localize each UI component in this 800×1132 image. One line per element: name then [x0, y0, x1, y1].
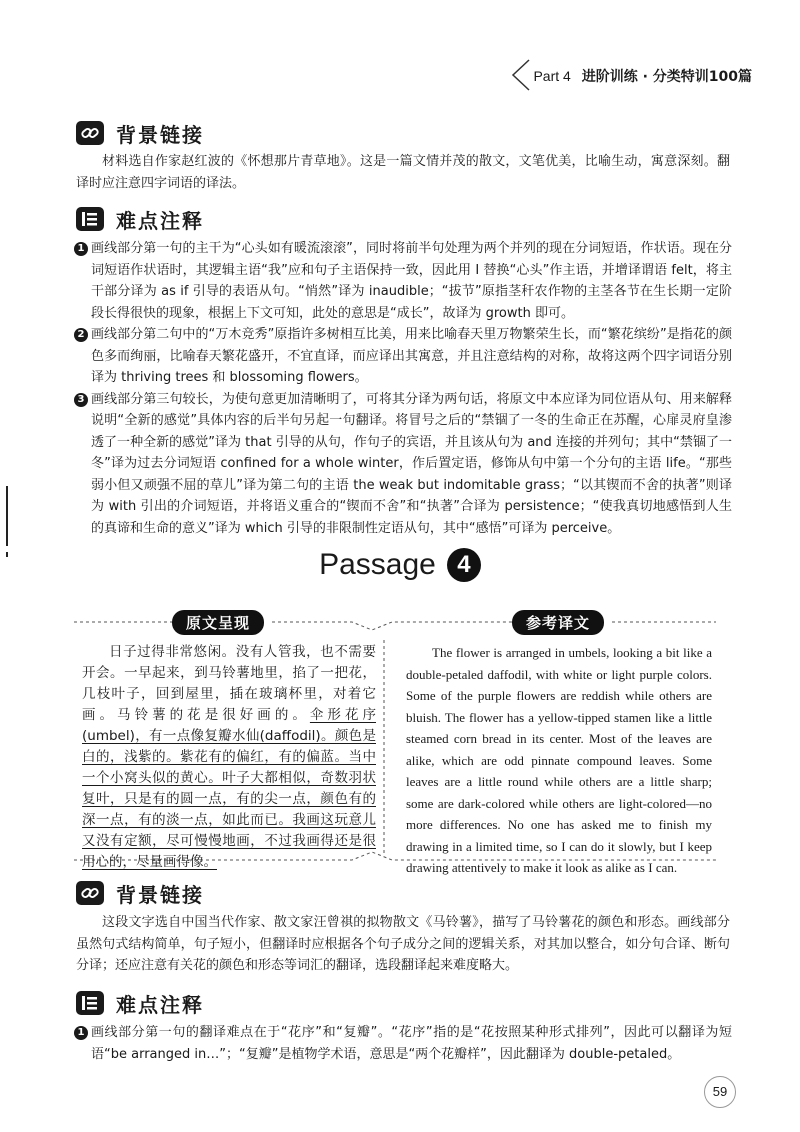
note-item [74, 389, 732, 540]
note-text: 画线部分第一句的翻译难点在于“花序”和“复瓣”。“花序”指的是“花按照某种形式排列”，因此可以翻译为短语“be arranged in…”；“复瓣”是植物学术语，意思是“两个花瓣样”，因此翻译为 double-petaled。 [91, 1025, 732, 1062]
link-icon [76, 881, 104, 905]
passage-number: 4 [447, 548, 481, 582]
section-heading-background-2 [76, 878, 204, 908]
passage-box [72, 610, 718, 875]
note-number: 1 [74, 1026, 88, 1040]
section-title: 难点注释 [116, 992, 204, 1017]
header-part: Part 4 [533, 68, 571, 84]
background-text-1: 材料选自作家赵红波的《怀想那片青草地》。这是一篇文情并茂的散文，文笔优美，比喻生动，寓意深刻。翻译时应注意四字词语的译法。 [76, 154, 730, 191]
note-number: 3 [74, 393, 88, 407]
list-icon [76, 991, 104, 1015]
list-icon [76, 207, 104, 231]
margin-mark [6, 486, 8, 546]
original-plain: 日子过得非常悠闲。没有人管我，也不需要开会。一早起来，到马铃薯地里，掐了一把花，几枝叶子，回到屋里，插在玻璃杯里，对着它画。马铃薯的花是很好画的。 [82, 644, 376, 723]
original-tag: 原文呈现 [172, 610, 264, 635]
notes-list-2 [74, 1022, 732, 1065]
note-item [74, 238, 732, 324]
passage-title [0, 548, 800, 582]
original-text [82, 642, 376, 873]
section-title: 难点注释 [116, 208, 204, 233]
link-icon [76, 121, 104, 145]
note-item [74, 324, 732, 389]
page-header [533, 66, 752, 86]
note-number: 1 [74, 242, 88, 256]
note-text: 画线部分第一句的主干为“心头如有暖流滚滚”，同时将前半句处理为两个并列的现在分词短语，作状语。现在分词短语作状语时，其逻辑主语“我”应和句子主语保持一致，因此用 I 替换“心头”作主语，并增译谓语 felt，将主干部分译为 as if 引导的表语从句。“悄然”译为 inaudible；“拔节”原指茎秆农作物的主茎各节在生长期一定阶段长得很快的现象，根据上下文可知，此处的意思是“成长”，故译为 growth 即可。 [91, 241, 732, 321]
notes-list-1 [74, 238, 732, 539]
header-bracket-icon [507, 58, 537, 92]
section-title: 背景链接 [116, 882, 204, 907]
background-text-2: 这段文字选自中国当代作家、散文家汪曾祺的拟物散文《马铃薯》，描写了马铃薯花的颜色和形态。画线部分虽然句式结构简单，句子短小，但翻译时应根据各个句子成分之间的逻辑关系，对其加以整合，如分句合译、断句分译；还应注意有关花的颜色和形态等词汇的翻译，选段翻译起来难度略大。 [76, 915, 730, 973]
note-number: 2 [74, 328, 88, 342]
section-heading-background-1 [76, 118, 204, 148]
note-text: 画线部分第二句中的“万木竞秀”原指许多树相互比美，用来比喻春天里万物繁荣生长，而“繁花缤纷”是指花的颜色多而绚丽，比喻春天繁花盛开，不宜直译，而应译出其寓意，并且注意结构的对称，故将这两个四字词语分别译为 thriving trees 和 blossoming flowers。 [91, 327, 732, 385]
page-number: 59 [704, 1076, 736, 1108]
translation-text: The flower is arranged in umbels, looking a bit like a double-petaled daffodil, with white or light purple colors. Some of the purple flowers are reddish while others are bluish. The flower has a yellow-tipped stamen like a little steamed corn bread in its center. Most of the leaves are alike, which are odd pinnate compound leaves. Some leaves are a little round while others are a little sharp; some are dark-colored while others are light-colored—no more differences. No one has asked me to finish my drawing in a limited time, so I can do it slowly, but I keep drawing attentively to make it look as alike as I can. [406, 645, 712, 875]
section-heading-notes-2 [76, 988, 204, 1018]
note-item [74, 1022, 732, 1065]
header-title: 进阶训练 · 分类特训100篇 [581, 69, 752, 85]
note-text: 画线部分第三句较长，为使句意更加清晰明了，可将其分译为两句话，将原文中本应译为同位语从句、用来解释说明“全新的感觉”具体内容的后半句另起一句翻译。将冒号之后的“禁锢了一冬的生命正在苏醒，心扉灵府皇渗透了一种全新的感觉”译为 that 引导的从句，作句子的宾语，并且该从句为 and 连接的并列句；其中“禁锢了一冬”译为过去分词短语 confined for a whole winter，作后置定语，修饰从句中第一个分句的主语 life。“那些弱小但又顽强不屈的草儿”译为第二句的主语 the weak but indomitable grass；“以其锲而不舍的执著”则译为 with 引出的介词短语，并将语义重合的“锲而不舍”和“执著”合译为 persistence；“使我真切地感悟到人生的真谛和生命的意义”译为 which 引导的非限制性定语从句，其中“感悟”可译为 perceive。 [91, 391, 732, 536]
translation-tag: 参考译文 [512, 610, 604, 635]
passage-word: Passage [319, 548, 436, 581]
section-heading-notes-1 [76, 204, 204, 234]
section-title: 背景链接 [116, 122, 204, 147]
original-underlined: 伞形花序(umbel)，有一点像复瓣水仙(daffodil)。颜色是白的，浅紫的。紫花有的偏红，有的偏蓝。当中一个小窝头似的黄心。叶子大都相似，奇数羽状复叶，只是有的圆一点，有的尖一点，颜色有的深一点，有的淡一点，如此而已。我画这玩意儿又没有定额，尽可慢慢地画，不过我画得还是很用心的，尽量画得像。 [82, 707, 376, 870]
